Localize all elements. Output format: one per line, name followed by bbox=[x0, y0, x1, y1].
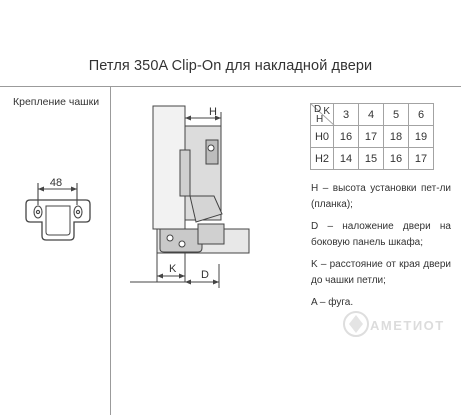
table-row bbox=[311, 148, 434, 170]
table-cell: 19 bbox=[409, 126, 434, 148]
hinge-clip bbox=[206, 140, 218, 164]
table-column-header: 6 bbox=[409, 104, 434, 126]
table-cell: 16 bbox=[334, 126, 359, 148]
screw-hole-icon bbox=[74, 206, 82, 218]
hinge-cup bbox=[160, 229, 202, 252]
cup-mount-drawing bbox=[26, 183, 90, 240]
table-column-header: 4 bbox=[359, 104, 384, 126]
hinge-drawing bbox=[130, 106, 249, 288]
screw-hole-center bbox=[36, 210, 39, 213]
hinge-knuckle bbox=[198, 224, 224, 244]
arrow-right-icon bbox=[185, 280, 191, 285]
watermark-logo-icon bbox=[342, 310, 370, 338]
clip-screw-icon bbox=[208, 145, 214, 151]
legend-item-a: A – фуга. bbox=[311, 297, 354, 308]
watermark-text: АМЕТИОТ bbox=[370, 318, 445, 333]
hinge-label-h: H bbox=[209, 106, 217, 118]
table-cell: 17 bbox=[359, 126, 384, 148]
corner-label-k: K bbox=[323, 106, 330, 117]
table-header-row bbox=[311, 104, 434, 126]
arrow-right-icon bbox=[179, 274, 185, 279]
arrow-left-icon bbox=[157, 274, 163, 279]
arrow-left-icon bbox=[213, 280, 219, 285]
corner-label-d: D bbox=[314, 104, 322, 115]
table-cell: 17 bbox=[409, 148, 434, 170]
table-cell: 15 bbox=[359, 148, 384, 170]
screw-hole-icon bbox=[34, 206, 42, 218]
hinge-label-k: K bbox=[169, 263, 177, 275]
table-row-header: H0 bbox=[311, 126, 334, 148]
legend-item-h: H – высота установки пет-ли (планка); bbox=[311, 183, 451, 210]
legend-item-k: K – расстояние от края двери до чашки петли; bbox=[311, 259, 451, 286]
table-column-header: 3 bbox=[334, 104, 359, 126]
cup-screw-icon bbox=[167, 235, 173, 241]
hinge-arm-block bbox=[180, 150, 190, 196]
mount-section-title: Крепление чашки bbox=[13, 96, 100, 108]
corner-label-h: H bbox=[316, 114, 324, 125]
mount-cup-recess bbox=[46, 206, 70, 235]
hinge-height-table bbox=[310, 103, 434, 170]
arrow-right-icon bbox=[185, 116, 191, 121]
mount-dimension-label: 48 bbox=[49, 177, 63, 189]
table-cell: 14 bbox=[334, 148, 359, 170]
arrow-right-icon bbox=[71, 187, 77, 192]
table-cell: 16 bbox=[384, 148, 409, 170]
table-row-header: H2 bbox=[311, 148, 334, 170]
arrow-left-icon bbox=[38, 187, 44, 192]
hinge-label-d: D bbox=[201, 269, 209, 281]
table-row bbox=[311, 126, 434, 148]
cup-screw-icon bbox=[179, 241, 185, 247]
legend bbox=[311, 181, 451, 317]
table-column-header: 5 bbox=[384, 104, 409, 126]
page-title: Петля 350A Clip-On для накладной двери bbox=[88, 58, 373, 74]
legend-item-d: D – наложение двери на боковую панель шкафа; bbox=[311, 221, 451, 248]
table-cell: 18 bbox=[384, 126, 409, 148]
table-corner-cell bbox=[311, 104, 334, 126]
screw-hole-center bbox=[76, 210, 79, 213]
